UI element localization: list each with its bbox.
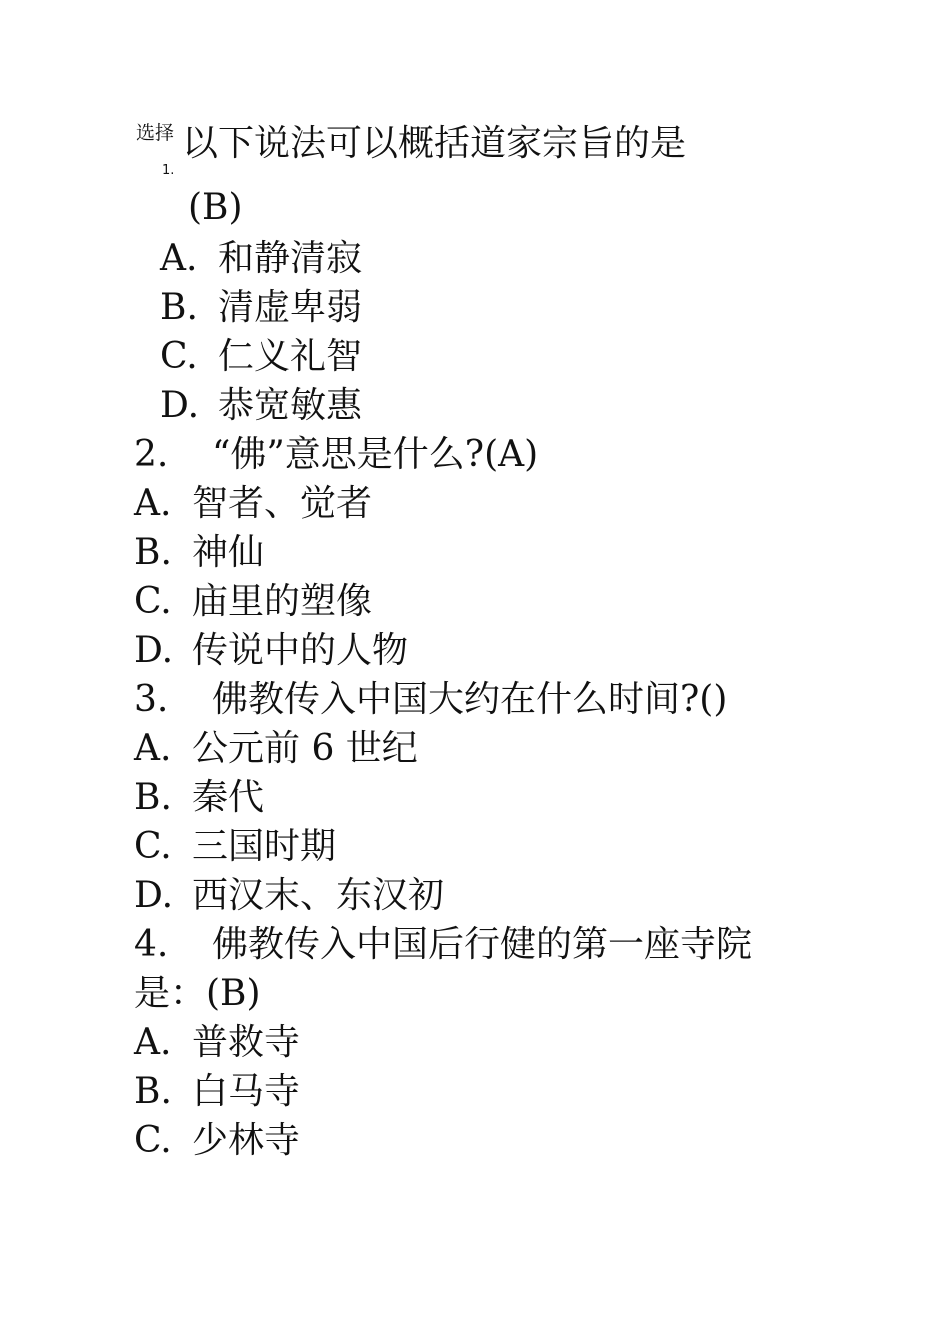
option-text: 公元前 6 世纪 [192,728,418,769]
option-letter: C. [160,336,198,377]
question-2-option-b [134,528,264,577]
question-1-option-a [160,234,362,283]
option-text: 传说中的人物 [192,630,409,671]
option-text: 神仙 [192,532,265,573]
option-letter: B. [134,777,172,818]
question-2-option-a [134,479,372,528]
question-1-option-c [160,332,362,381]
question-text: 佛教传入中国大约在什么时间?() [212,679,728,720]
question-text: “佛”意思是什么?(A) [212,434,539,475]
question-number: 2. [134,434,169,475]
option-text: 白马寺 [192,1071,301,1112]
option-text: 恭宽敏惠 [218,385,363,426]
question-3-option-a [134,724,418,773]
question-1-option-b [160,283,362,332]
option-text: 普救寺 [192,1022,301,1063]
option-letter: A. [134,1022,172,1063]
section-number: 1. [162,163,175,178]
option-text: 仁义礼智 [218,336,363,377]
option-text: 西汉末、东汉初 [192,875,445,916]
question-4-stem [134,920,752,969]
question-4-option-b [134,1067,300,1116]
option-text: 智者、觉者 [192,483,373,524]
question-3-option-d [134,871,444,920]
option-letter: C. [134,826,172,867]
option-letter: D. [160,385,200,426]
question-4-option-a [134,1018,300,1067]
option-text: 少林寺 [192,1120,301,1161]
option-text: 和静清寂 [218,238,363,279]
question-number: 4. [134,924,169,965]
option-letter: A. [160,238,198,279]
question-2-stem [134,430,538,479]
question-3-stem [134,675,727,724]
option-letter: B. [134,1071,172,1112]
question-3-option-b [134,773,264,822]
option-text: 清虚卑弱 [218,287,363,328]
option-letter: A. [134,483,172,524]
option-letter: A. [134,728,172,769]
option-text: 秦代 [192,777,265,818]
option-letter: B. [134,532,172,573]
question-2-option-d [134,626,408,675]
question-4-option-c [134,1116,300,1165]
option-text: 三国时期 [192,826,337,867]
option-letter: D. [134,630,174,671]
option-letter: C. [134,1120,172,1161]
question-1-option-d [160,381,362,430]
option-letter: B. [160,287,198,328]
question-4-stem-continuation: 是：(B) [134,973,261,1014]
question-1-answer: (B) [188,187,243,228]
question-3-option-c [134,822,336,871]
option-letter: C. [134,581,172,622]
question-text: 佛教传入中国后行健的第一座寺院 [212,924,753,965]
question-1-stem: 以下说法可以概括道家宗旨的是 [182,123,687,164]
section-label: 选择 [136,122,175,144]
option-letter: D. [134,875,174,916]
question-number: 3. [134,679,169,720]
question-2-option-c [134,577,372,626]
option-text: 庙里的塑像 [192,581,373,622]
